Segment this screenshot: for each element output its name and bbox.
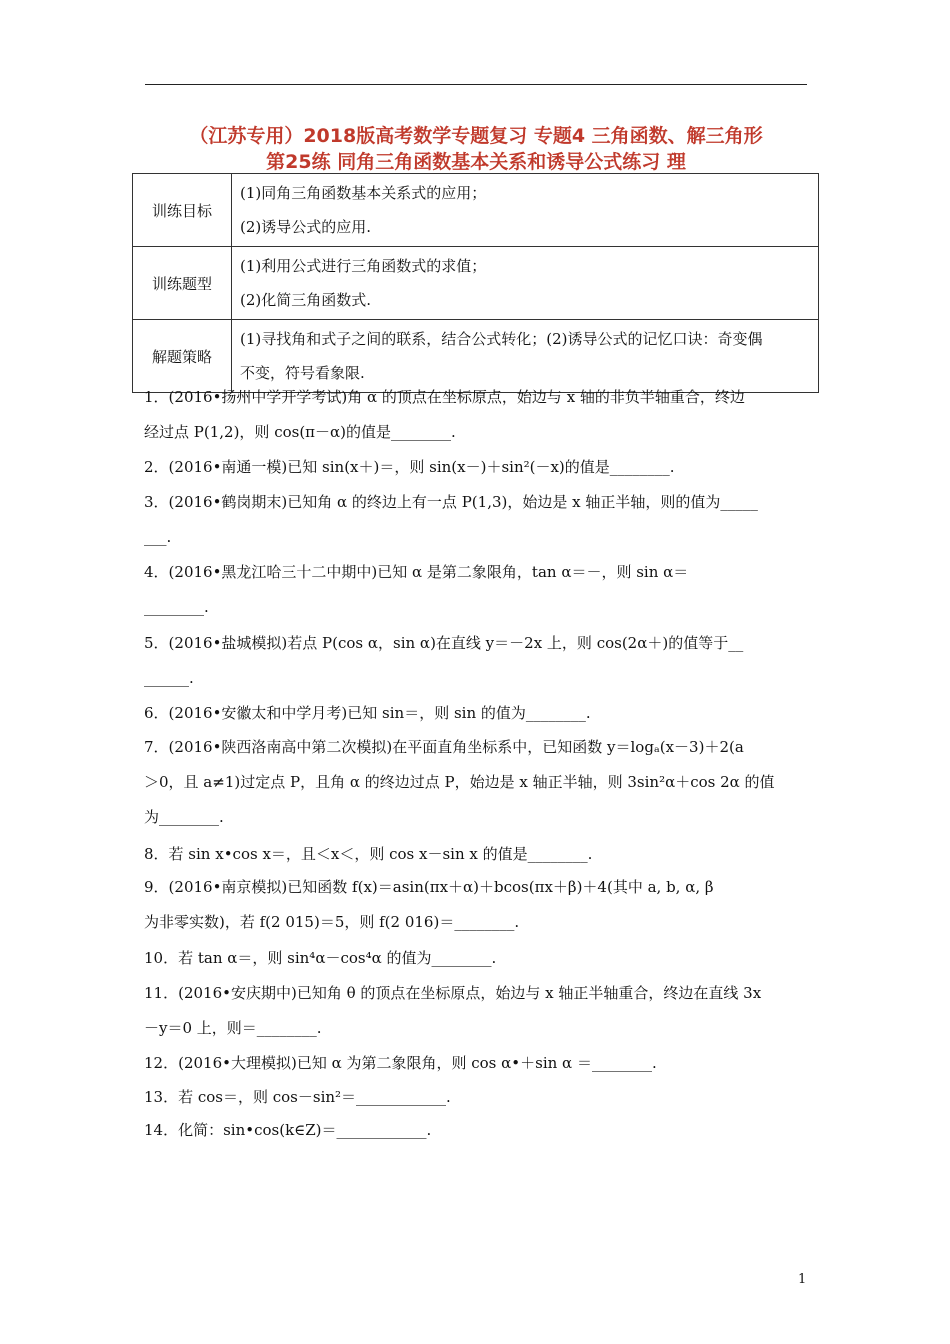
question-10 (144, 941, 812, 976)
question-line: ________. (144, 598, 209, 616)
question-7 (144, 730, 812, 835)
question-line: 11．(2016•安庆期中)已知角 θ 的顶点在坐标原点，始边与 x 轴正半轴重合，终边在直线 3x (144, 984, 762, 1002)
row-content (232, 174, 819, 247)
training-overview-table (132, 173, 819, 393)
question-line: 13．若 cos＝，则 cos－sin²＝____________. (144, 1088, 451, 1106)
question-line: ______. (144, 669, 194, 687)
row-content-line: (2)诱导公式的应用. (240, 218, 372, 236)
question-line: 1．(2016•扬州中学开学考试)角 α 的顶点在坐标原点，始边与 x 轴的非负半轴重合，终边 (144, 388, 745, 406)
question-11 (144, 976, 812, 1046)
table-row (133, 247, 819, 320)
row-content-line: (1)利用公式进行三角函数式的求值； (240, 257, 487, 275)
row-label: 解题策略 (133, 320, 232, 393)
question-9 (144, 870, 812, 940)
question-line: 5．(2016•盐城模拟)若点 P(cos α，sin α)在直线 y＝－2x 上，则 cos(2α＋)的值等于__ (144, 634, 744, 652)
question-line: 7．(2016•陕西洛南高中第二次模拟)在平面直角坐标系中，已知函数 y＝logₐ(x－3)＋2(a (144, 738, 744, 756)
question-line: 2．(2016•南通一模)已知 sin(x＋)＝，则 sin(x－)＋sin²(－x)的值是________. (144, 458, 675, 476)
question-4 (144, 555, 812, 625)
question-line: 10．若 tan α＝，则 sin⁴α－cos⁴α 的值为________. (144, 949, 497, 967)
question-line: 为________. (144, 808, 224, 826)
question-line: 8．若 sin x•cos x＝，且＜x＜，则 cos x－sin x 的值是________. (144, 845, 593, 863)
row-content-line: (1)寻找角和式子之间的联系，结合公式转化；(2)诱导公式的记忆口诀：奇变偶 (240, 330, 763, 348)
question-line: ___. (144, 528, 172, 546)
header-rule (145, 84, 807, 85)
document-title-line-2: 第25练 同角三角函数基本关系和诱导公式练习 理 (266, 151, 686, 173)
question-8 (144, 837, 812, 872)
question-line: 3．(2016•鹤岗期末)已知角 α 的终边上有一点 P(1,3)，始边是 x 轴正半轴，则的值为_____ (144, 493, 758, 511)
page-number: 1 (798, 1272, 807, 1287)
question-3 (144, 485, 812, 555)
question-line: 为非零实数)，若 f(2 015)＝5，则 f(2 016)＝________. (144, 913, 520, 931)
question-line: 12．(2016•大理模拟)已知 α 为第二象限角，则 cos α•＋sin α ＝________. (144, 1054, 657, 1072)
question-12 (144, 1046, 812, 1081)
question-2 (144, 450, 812, 485)
row-content-line: (1)同角三角函数基本关系式的应用； (240, 184, 487, 202)
question-line: 6．(2016•安徽太和中学月考)已知 sin＝，则 sin 的值为________. (144, 704, 591, 722)
question-13 (144, 1080, 812, 1115)
question-6 (144, 696, 812, 731)
table-row (133, 174, 819, 247)
question-line: 4．(2016•黑龙江哈三十二中期中)已知 α 是第二象限角，tan α＝－，则 sin α＝ (144, 563, 689, 581)
question-line: 14．化简：sin•cos(k∈Z)＝____________. (144, 1121, 432, 1139)
document-title-line-1: （江苏专用）2018版高考数学专题复习 专题4 三角函数、解三角形 (189, 125, 763, 147)
question-line: ＞0，且 a≠1)过定点 P，且角 α 的终边过点 P，始边是 x 轴正半轴，则 3sin²α＋cos 2α 的值 (144, 773, 775, 791)
row-content (232, 247, 819, 320)
question-line: －y＝0 上，则＝________. (144, 1019, 322, 1037)
row-content-line: 不变，符号看象限. (240, 364, 365, 382)
row-label: 训练目标 (133, 174, 232, 247)
question-5 (144, 626, 812, 696)
question-14 (144, 1113, 812, 1148)
row-label: 训练题型 (133, 247, 232, 320)
question-line: 经过点 P(1,2)，则 cos(π－α)的值是________. (144, 423, 456, 441)
row-content-line: (2)化简三角函数式. (240, 291, 372, 309)
question-1 (144, 380, 812, 450)
question-line: 9．(2016•南京模拟)已知函数 f(x)＝asin(πx＋α)＋bcos(πx＋β)＋4(其中 a, b, α, β (144, 878, 714, 896)
